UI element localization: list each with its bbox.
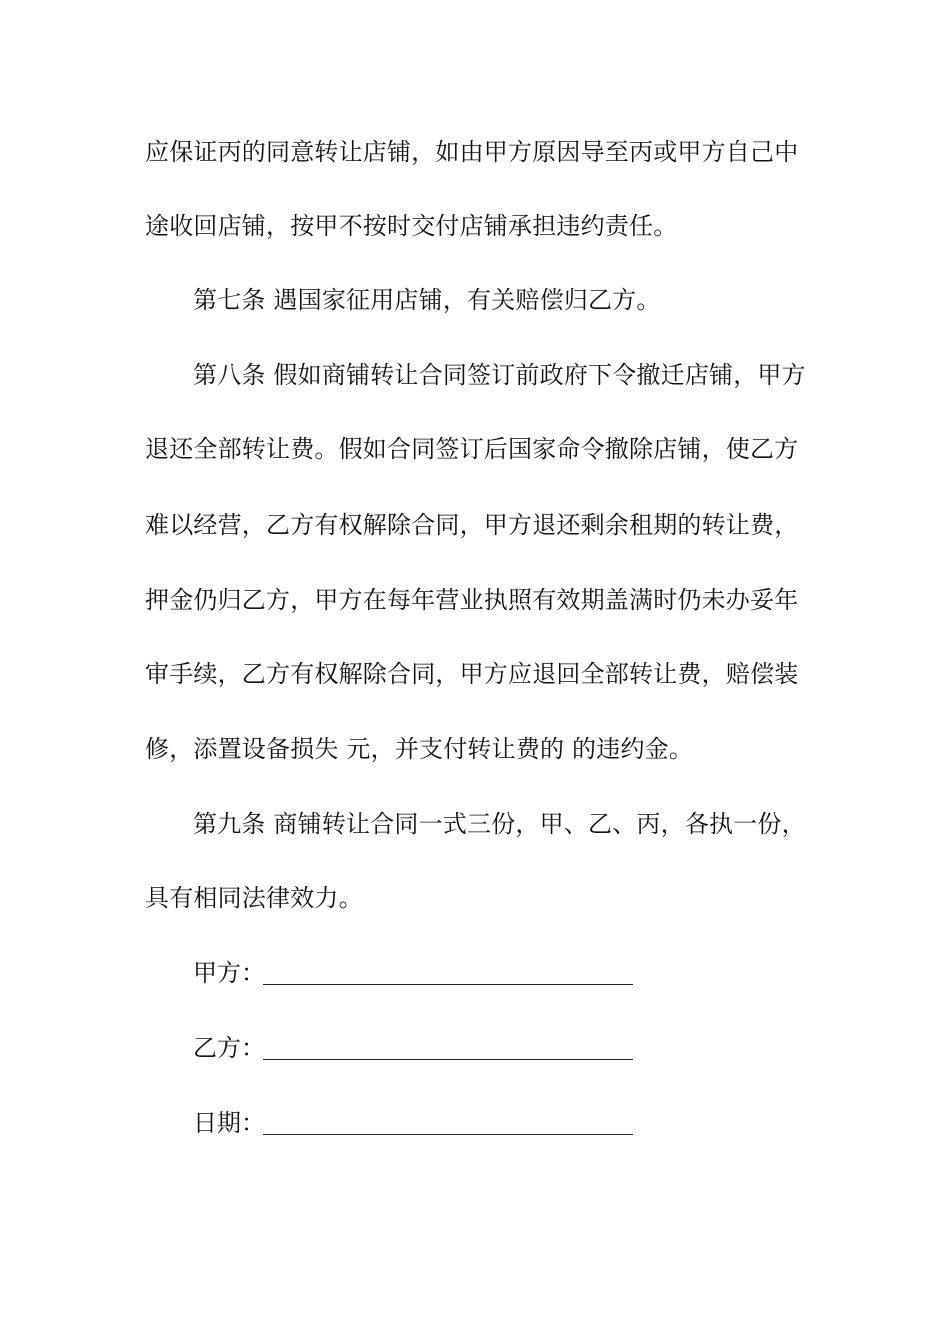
article-8: 第八条 假如商铺转让合同签订前政府下令撤迁店铺，甲方 bbox=[193, 361, 806, 389]
date-label: 日期： bbox=[193, 1109, 265, 1137]
party-b-signature bbox=[193, 1028, 653, 1068]
text-line: 应保证丙的同意转让店铺，如由甲方原因导至丙或甲方自己中 bbox=[145, 138, 799, 166]
party-a-signature bbox=[193, 953, 653, 993]
party-b-signature-line bbox=[263, 1059, 633, 1060]
text-line: 修，添置设备损失 元，并支付转让费的 的违约金。 bbox=[145, 735, 694, 763]
date-signature-line bbox=[263, 1134, 633, 1135]
text-line: 具有相同法律效力。 bbox=[145, 884, 363, 912]
text-line: 审手续，乙方有权解除合同，甲方应退回全部转让费，赔偿装 bbox=[145, 660, 799, 688]
article-9: 第九条 商铺转让合同一式三份，甲、乙、丙，各执一份， bbox=[193, 810, 806, 838]
text-line: 退还全部转让费。假如合同签订后国家命令撤除店铺，使乙方 bbox=[145, 435, 799, 463]
text-line: 难以经营，乙方有权解除合同，甲方退还剩余租期的转让费， bbox=[145, 511, 799, 539]
text-line: 途收回店铺，按甲不按时交付店铺承担违约责任。 bbox=[145, 212, 678, 240]
article-7: 第七条 遇国家征用店铺，有关赔偿归乙方。 bbox=[193, 286, 661, 314]
party-b-label: 乙方： bbox=[193, 1034, 265, 1062]
party-a-label: 甲方： bbox=[193, 959, 265, 987]
date-field bbox=[193, 1103, 653, 1143]
text-line: 押金仍归乙方，甲方在每年营业执照有效期盖满时仍未办妥年 bbox=[145, 586, 799, 614]
party-a-signature-line bbox=[263, 984, 633, 985]
